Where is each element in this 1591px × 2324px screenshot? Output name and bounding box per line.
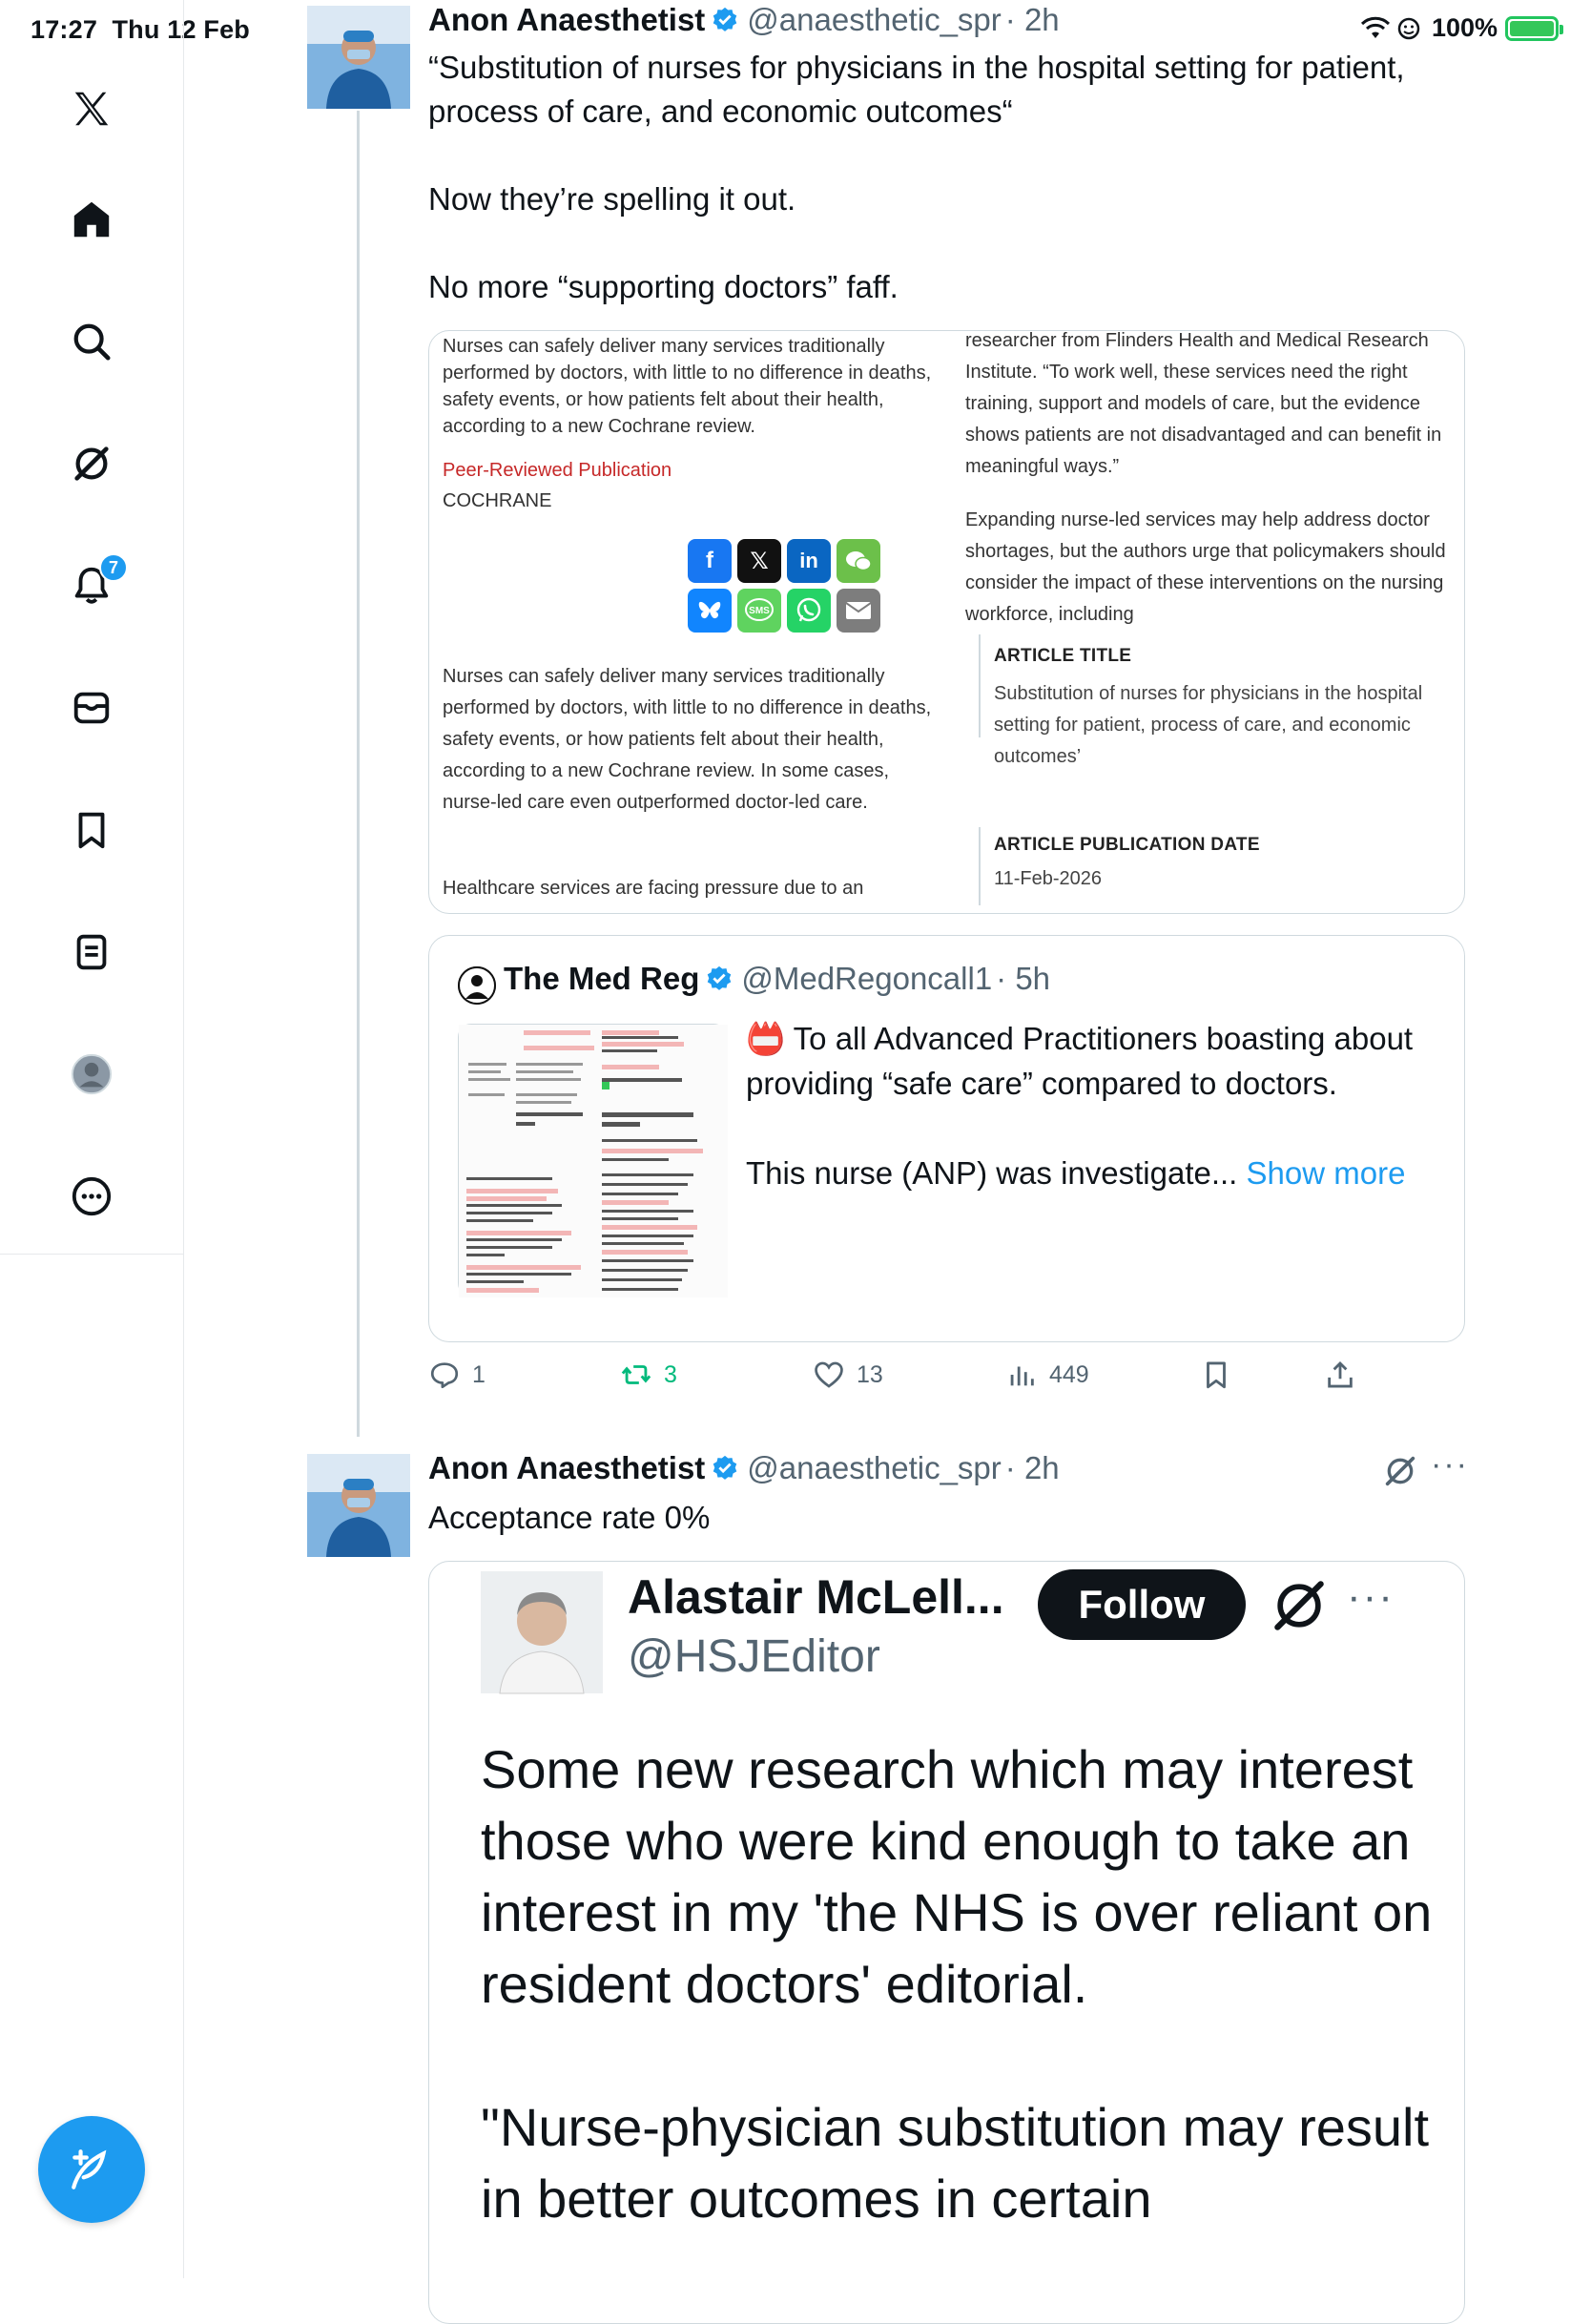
embedded-avatar [481,1571,603,1693]
embedded-author-name: Alastair McLell... [628,1570,1004,1624]
repost-count: 3 [664,1360,677,1388]
more-icon[interactable] [63,1168,120,1225]
article-source: COCHRANE [443,490,552,511]
embedded-author-handle: @HSJEditor [628,1631,880,1682]
svg-text:SMS: SMS [749,606,770,616]
grok-icon[interactable] [63,435,120,492]
repost-icon [620,1359,652,1391]
like-button[interactable] [813,1359,883,1391]
tweet-time[interactable]: · 2h [1004,1450,1060,1485]
status-time: 17:27 Thu 12 Feb [31,15,250,44]
notification-badge: 7 [99,553,128,582]
tweet-image[interactable] [428,1561,1465,2324]
article-image[interactable] [428,330,1465,914]
tweet-text: “Substitution of nurses for physicians in the hospital setting for patient, process of care, and economic outcomes“ Now they’re spelling it out. No more “supporting doctors” faff. [428,50,1405,304]
heart-icon [813,1359,845,1391]
more-options-icon[interactable]: ··· [1431,1446,1469,1483]
quote-author-name[interactable]: The Med Reg [504,961,700,996]
grok-icon[interactable] [1381,1452,1419,1490]
analytics-icon [1005,1359,1038,1391]
bluesky-icon[interactable] [688,589,732,633]
reply-icon [428,1359,461,1391]
messages-icon[interactable] [63,679,120,737]
author-avatar[interactable] [307,6,410,109]
article-date-label: ARTICLE PUBLICATION DATE [994,835,1260,855]
bookmark-button[interactable] [1200,1359,1232,1391]
article-body-right: Expanding nurse-led services may help address doctor shortages, but the authors urge that policymakers should consider the impact of these interventions on the nursing workforce, including [965,509,1446,625]
article-title-label: ARTICLE TITLE [994,646,1132,666]
grok-icon [1267,1573,1332,1638]
battery-icon [1505,16,1559,41]
author-name[interactable]: Anon Anaesthetist [428,1450,706,1485]
like-count: 13 [857,1360,883,1388]
share-button[interactable] [1324,1359,1356,1391]
sidebox-divider [979,634,981,737]
linkedin-icon[interactable]: in [787,539,831,583]
quote-avatar[interactable] [458,966,496,1005]
quote-text: 📛 To all Advanced Practitioners boasting about providing “safe care” compared to doctors. This nurse (ANP) was investigate... Show more [746,1021,1414,1191]
author-handle[interactable]: @anaesthetic_spr [747,1450,1002,1485]
article-body: Nurses can safely deliver many services traditionally performed by doctors, with little to no difference in deaths, safety events, or how patients felt about their health, according to a new Cochrane review. In some cases, nurse-led care even outperformed doctor-led care. [443,666,932,813]
verified-badge-icon [705,965,734,993]
thread-connector [357,111,360,1437]
tweet-time[interactable]: · 2h [1004,2,1060,37]
article-title-value: Substitution of nurses for physicians in the hospital setting for patient, process of care, and economic outcomes’ [994,683,1423,767]
author-name[interactable]: Anon Anaesthetist [428,2,706,37]
bookmark-icon [1200,1359,1232,1391]
tweet-header [428,1450,1060,1486]
views-button[interactable] [1005,1359,1089,1391]
article-date-value: 11-Feb-2026 [994,868,1103,889]
status-indicators: 100% [1361,13,1559,43]
bookmarks-icon[interactable] [63,801,120,859]
follow-button: Follow [1038,1569,1246,1640]
article-intro: Nurses can safely deliver many services traditionally performed by doctors, with little to no difference in deaths, safety events, or how patients felt about their health, according to a new Cochrane review. [443,336,932,437]
profile-icon[interactable] [63,1046,120,1103]
share-buttons [688,539,880,633]
article-quote: researcher from Flinders Health and Medical Research Institute. “To work well, these services need the right training, support and models of care, but the evidence shows patients are not disadvantaged and can benefit in meaningful ways.” [965,330,1442,477]
email-icon[interactable] [837,589,880,633]
warning-emoji-icon: 📛 [746,1021,786,1056]
sms-icon[interactable] [737,589,781,633]
tweet-header [428,2,1060,38]
reply-button[interactable] [428,1359,486,1391]
share-icon [1324,1359,1356,1391]
home-icon[interactable] [63,191,120,248]
compose-icon [68,2146,115,2193]
x-logo-icon[interactable] [63,80,120,137]
quote-time[interactable]: · 5h [996,961,1051,996]
wifi-icon [1361,17,1390,40]
view-count: 449 [1049,1360,1089,1388]
verified-badge-icon [711,1454,739,1483]
show-more-link[interactable]: Show more [1246,1155,1406,1191]
whatsapp-icon[interactable] [787,589,831,633]
reply-count: 1 [472,1360,486,1388]
article-pub-type: Peer-Reviewed Publication [443,460,672,481]
author-avatar[interactable] [307,1454,410,1557]
x-icon[interactable]: 𝕏 [737,539,781,583]
quote-document-thumbnail[interactable] [458,1024,727,1297]
facebook-icon[interactable]: f [688,539,732,583]
wechat-icon[interactable] [837,539,880,583]
sidebox-divider [979,827,981,905]
article-body-cut: Healthcare services are facing pressure due to an [443,878,864,899]
more-options-icon: ··· [1347,1573,1395,1620]
author-handle[interactable]: @anaesthetic_spr [747,2,1002,37]
quoted-tweet[interactable] [428,935,1465,1342]
quote-header [504,961,1050,997]
compose-button[interactable] [38,2116,145,2223]
sidebar [0,0,184,2278]
focus-icon [1397,17,1420,40]
quote-author-handle[interactable]: @MedRegoncall1 [741,961,993,996]
verified-badge-icon [711,6,739,34]
tweet-text: Acceptance rate 0% [428,1500,711,1535]
embedded-tweet-text: Some new research which may interest those who were kind enough to take an interest in my 'the NHS is over reliant on resident doctors' editorial. "Nurse-physician substitution may result in better outcomes in certain [481,1739,1433,2229]
sidebar-divider [0,1254,184,1255]
search-icon[interactable] [63,313,120,370]
repost-button[interactable] [620,1359,677,1391]
lists-icon[interactable] [63,923,120,981]
